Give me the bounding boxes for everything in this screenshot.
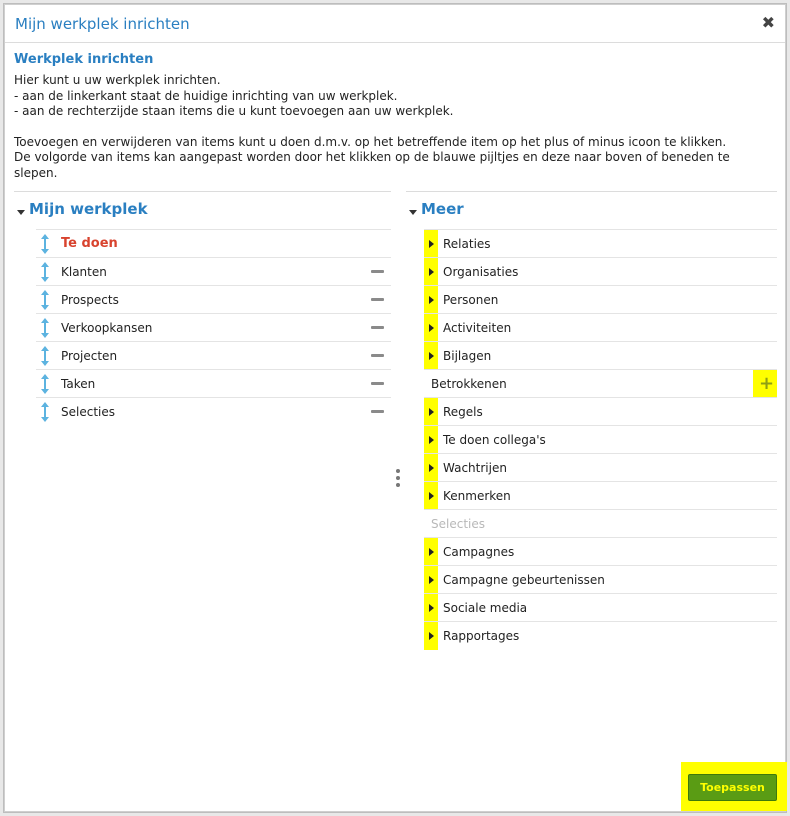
drag-arrows-icon[interactable] bbox=[40, 401, 50, 423]
expand-highlight[interactable] bbox=[424, 314, 438, 342]
workspace-item[interactable] bbox=[36, 313, 391, 341]
intro-line: Toevoegen en verwijderen van items kunt u doen d.m.v. op het betreffende item op het plus of minus icoon te klikken. bbox=[14, 134, 727, 149]
drag-arrows-icon[interactable] bbox=[40, 317, 50, 339]
minus-icon[interactable] bbox=[371, 382, 384, 385]
more-item-label: Relaties bbox=[443, 237, 491, 251]
expand-highlight[interactable] bbox=[424, 454, 438, 482]
more-item-label: Activiteiten bbox=[443, 321, 512, 335]
caret-right-icon[interactable] bbox=[429, 324, 434, 332]
expand-highlight[interactable] bbox=[424, 398, 438, 426]
caret-right-icon[interactable] bbox=[429, 464, 434, 472]
intro-heading: Werkplek inrichten bbox=[14, 52, 154, 67]
caret-right-icon[interactable] bbox=[429, 492, 434, 500]
dialog-title: Mijn werkplek inrichten bbox=[15, 15, 190, 33]
workspace-item-label: Selecties bbox=[61, 405, 115, 419]
my-workspace-title: Mijn werkplek bbox=[29, 200, 148, 218]
drag-arrows-icon[interactable] bbox=[40, 373, 50, 395]
more-list bbox=[424, 229, 777, 649]
caret-right-icon[interactable] bbox=[429, 632, 434, 640]
intro-line: slepen. bbox=[14, 165, 58, 180]
more-item bbox=[424, 509, 777, 537]
drag-arrows-icon[interactable] bbox=[40, 289, 50, 311]
more-item-label: Organisaties bbox=[443, 265, 519, 279]
workspace-item[interactable] bbox=[36, 257, 391, 285]
intro-line: De volgorde van items kan aangepast worden door het klikken op de blauwe pijltjes en deze naar boven of beneden te bbox=[14, 150, 730, 164]
more-item-label: Campagnes bbox=[443, 545, 515, 559]
workspace-item-label: Klanten bbox=[61, 265, 107, 279]
add-item-button[interactable] bbox=[753, 370, 777, 398]
panel-splitter-handle[interactable] bbox=[396, 469, 402, 489]
my-workspace-list bbox=[36, 229, 391, 425]
workspace-item-label: Te doen bbox=[61, 236, 118, 251]
drag-arrows-icon[interactable] bbox=[40, 261, 50, 283]
intro-text bbox=[14, 52, 774, 181]
caret-right-icon[interactable] bbox=[429, 268, 434, 276]
workspace-item-label: Taken bbox=[61, 377, 96, 391]
more-item-label: Rapportages bbox=[443, 629, 520, 643]
intro-line: Hier kunt u uw werkplek inrichten. bbox=[14, 73, 221, 87]
more-item-label: Sociale media bbox=[443, 601, 528, 615]
caret-right-icon[interactable] bbox=[429, 604, 434, 612]
more-item[interactable] bbox=[424, 593, 777, 621]
expand-highlight[interactable] bbox=[424, 230, 438, 258]
apply-highlight bbox=[681, 762, 787, 811]
close-icon[interactable]: ✖ bbox=[761, 13, 775, 32]
more-item-label: Wachtrijen bbox=[443, 461, 507, 475]
workspace-item[interactable] bbox=[36, 285, 391, 313]
expand-highlight[interactable] bbox=[424, 622, 438, 650]
more-item[interactable] bbox=[424, 369, 777, 397]
more-item[interactable] bbox=[424, 229, 777, 257]
caret-right-icon[interactable] bbox=[429, 548, 434, 556]
intro-line: - aan de rechterzijde staan items die u kunt toevoegen aan uw werkplek. bbox=[14, 104, 454, 118]
caret-right-icon[interactable] bbox=[429, 296, 434, 304]
more-item[interactable] bbox=[424, 481, 777, 509]
more-item[interactable] bbox=[424, 453, 777, 481]
minus-icon[interactable] bbox=[371, 410, 384, 413]
drag-arrows-icon[interactable] bbox=[40, 345, 50, 367]
more-item[interactable] bbox=[424, 313, 777, 341]
more-panel bbox=[406, 191, 777, 649]
more-item[interactable] bbox=[424, 285, 777, 313]
more-item-label: Campagne gebeurtenissen bbox=[443, 573, 605, 587]
expand-highlight[interactable] bbox=[424, 258, 438, 286]
caret-right-icon[interactable] bbox=[429, 576, 434, 584]
expand-highlight[interactable] bbox=[424, 286, 438, 314]
my-workspace-header[interactable] bbox=[14, 191, 391, 229]
more-item[interactable] bbox=[424, 621, 777, 649]
workspace-item[interactable] bbox=[36, 397, 391, 425]
expand-highlight[interactable] bbox=[424, 594, 438, 622]
more-item-label: Betrokkenen bbox=[431, 377, 507, 391]
expand-highlight[interactable] bbox=[424, 342, 438, 370]
more-item[interactable] bbox=[424, 341, 777, 369]
caret-down-icon[interactable] bbox=[409, 210, 417, 215]
minus-icon[interactable] bbox=[371, 326, 384, 329]
drag-arrows-icon[interactable] bbox=[40, 233, 50, 255]
workspace-item[interactable] bbox=[36, 369, 391, 397]
minus-icon[interactable] bbox=[371, 354, 384, 357]
more-item-label: Bijlagen bbox=[443, 349, 492, 363]
more-item-label: Selecties bbox=[431, 517, 485, 531]
more-item[interactable] bbox=[424, 565, 777, 593]
more-item[interactable] bbox=[424, 397, 777, 425]
my-workspace-panel bbox=[14, 191, 391, 425]
expand-highlight[interactable] bbox=[424, 482, 438, 510]
workspace-item-label: Verkoopkansen bbox=[61, 321, 153, 335]
more-item-label: Kenmerken bbox=[443, 489, 511, 503]
caret-right-icon[interactable] bbox=[429, 408, 434, 416]
more-item-label: Regels bbox=[443, 405, 483, 419]
caret-right-icon[interactable] bbox=[429, 436, 434, 444]
more-item-label: Personen bbox=[443, 293, 499, 307]
plus-icon[interactable]: + bbox=[759, 373, 775, 394]
caret-right-icon[interactable] bbox=[429, 240, 434, 248]
caret-down-icon[interactable] bbox=[17, 210, 25, 215]
workspace-item-label: Projecten bbox=[61, 349, 118, 363]
more-header[interactable] bbox=[406, 191, 777, 229]
expand-highlight[interactable] bbox=[424, 426, 438, 454]
expand-highlight[interactable] bbox=[424, 566, 438, 594]
more-item-label: Te doen collega's bbox=[443, 433, 546, 447]
more-item[interactable] bbox=[424, 257, 777, 285]
workspace-item-label: Prospects bbox=[61, 293, 119, 307]
intro-line: - aan de linkerkant staat de huidige inrichting van uw werkplek. bbox=[14, 88, 398, 103]
expand-highlight[interactable] bbox=[424, 538, 438, 566]
workspace-dialog bbox=[4, 4, 786, 812]
more-item[interactable] bbox=[424, 425, 777, 453]
apply-button[interactable]: Toepassen bbox=[688, 774, 777, 801]
caret-right-icon[interactable] bbox=[429, 352, 434, 360]
more-item[interactable] bbox=[424, 537, 777, 565]
workspace-item[interactable] bbox=[36, 341, 391, 369]
more-title: Meer bbox=[421, 200, 464, 218]
workspace-item[interactable] bbox=[36, 229, 391, 257]
minus-icon[interactable] bbox=[371, 270, 384, 273]
dialog-header bbox=[5, 5, 785, 43]
minus-icon[interactable] bbox=[371, 298, 384, 301]
